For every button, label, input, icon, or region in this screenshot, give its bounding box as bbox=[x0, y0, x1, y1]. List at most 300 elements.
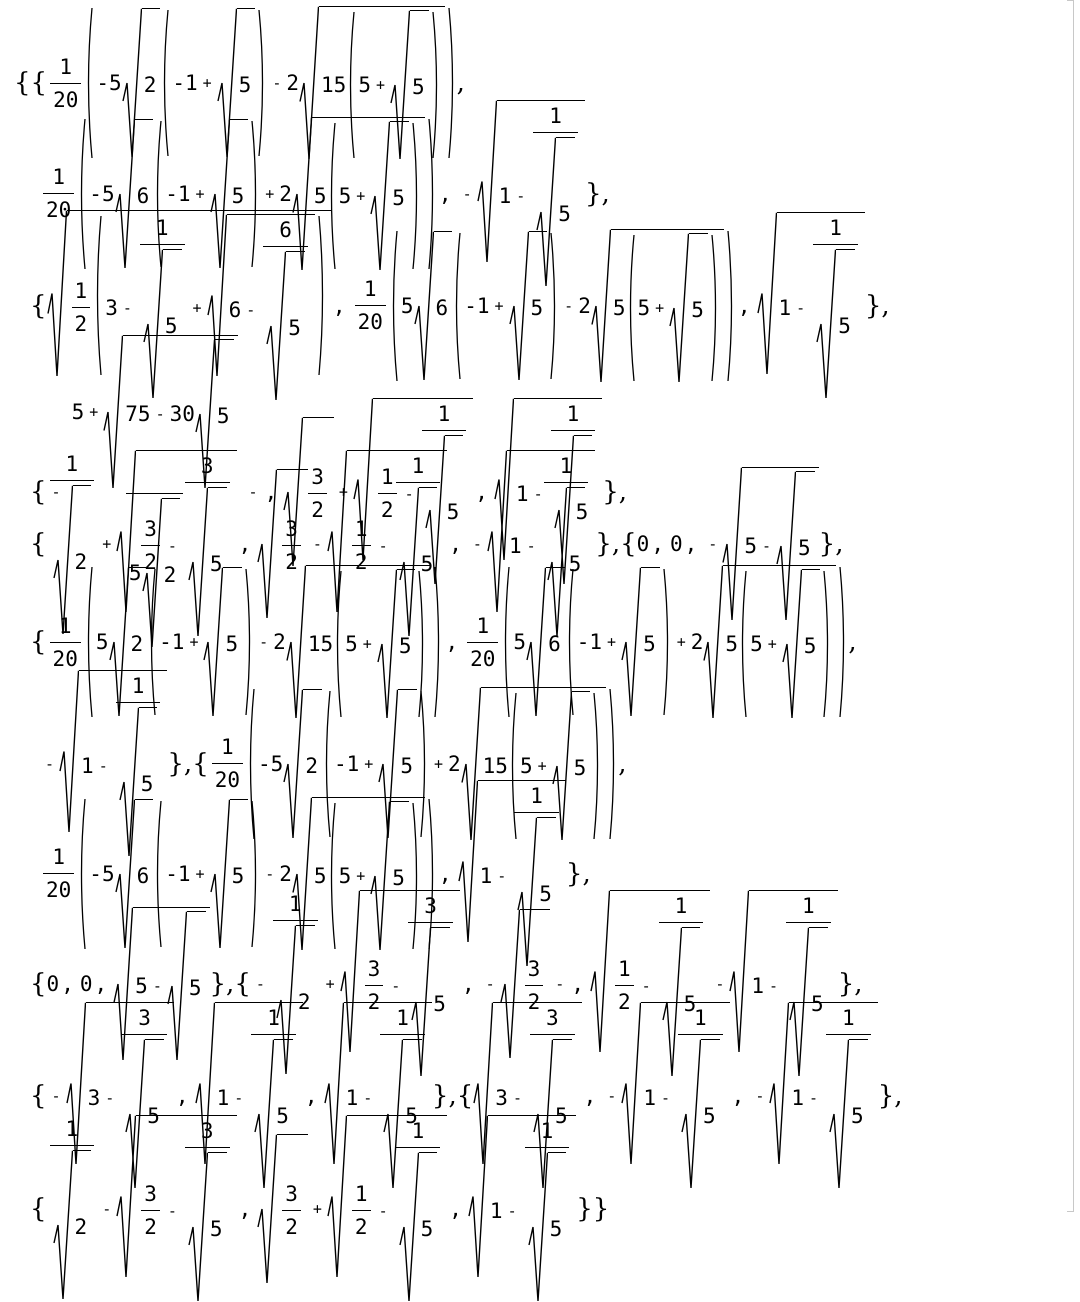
expression bbox=[613, 233, 720, 383]
operator: + bbox=[676, 633, 686, 651]
number: 3 bbox=[285, 1182, 298, 1206]
number: 3 bbox=[105, 295, 118, 320]
square-root bbox=[816, 249, 855, 399]
brace: , bbox=[456, 68, 465, 98]
number: 3 bbox=[200, 1119, 214, 1143]
number: 1 bbox=[778, 295, 792, 320]
radical-sign bbox=[116, 1115, 136, 1278]
output-line bbox=[30, 1115, 609, 1302]
denominator bbox=[813, 244, 858, 399]
fraction bbox=[525, 1119, 570, 1302]
number: 1 bbox=[81, 753, 94, 778]
comma: , bbox=[731, 1083, 745, 1108]
right-paren bbox=[727, 229, 736, 383]
number: 1 bbox=[617, 957, 631, 981]
number: 2 bbox=[617, 990, 631, 1014]
radicand bbox=[836, 249, 855, 399]
number: 1 bbox=[515, 481, 529, 506]
number: 5 bbox=[750, 632, 763, 656]
comma: , bbox=[438, 181, 452, 206]
number: 2 bbox=[354, 550, 368, 574]
square-root bbox=[757, 212, 865, 399]
number: 1 bbox=[559, 454, 573, 478]
number: 1 bbox=[288, 892, 302, 916]
number: 2 bbox=[279, 181, 292, 206]
radicand bbox=[347, 1115, 447, 1302]
number: 1 bbox=[479, 863, 493, 888]
number: 5 bbox=[558, 202, 571, 226]
operator: + bbox=[537, 756, 547, 775]
operator: - bbox=[472, 534, 482, 553]
operator: - bbox=[312, 534, 322, 553]
paren-stroke bbox=[664, 569, 668, 715]
radicand bbox=[277, 1134, 308, 1284]
numerator bbox=[352, 1182, 371, 1210]
fraction bbox=[50, 614, 81, 671]
number: 2 bbox=[354, 1215, 368, 1239]
comma: , bbox=[94, 971, 108, 996]
numerator bbox=[352, 517, 371, 545]
operator: + bbox=[356, 186, 366, 205]
number: 6 bbox=[136, 863, 150, 888]
number: 6 bbox=[548, 632, 561, 656]
comma: , bbox=[61, 971, 74, 996]
number: 5 bbox=[398, 634, 412, 658]
operator: + bbox=[655, 298, 665, 317]
radicand bbox=[641, 1002, 729, 1189]
number: 5 bbox=[345, 632, 358, 656]
operator: - bbox=[155, 405, 165, 423]
brace: }, bbox=[595, 528, 621, 559]
number: 5 bbox=[313, 183, 327, 208]
denominator bbox=[352, 1210, 371, 1239]
fraction bbox=[813, 216, 858, 399]
operator: - bbox=[761, 536, 771, 555]
numerator bbox=[141, 517, 160, 545]
square-root bbox=[782, 569, 821, 719]
number: 5 bbox=[811, 992, 824, 1016]
paren-stroke bbox=[594, 693, 598, 839]
radical-sign bbox=[816, 249, 836, 399]
operator: - bbox=[378, 536, 388, 555]
radical-stroke bbox=[670, 233, 689, 381]
radical-sign bbox=[681, 1039, 701, 1189]
radical-sign bbox=[188, 1152, 208, 1302]
radicand bbox=[777, 212, 865, 399]
radicand bbox=[723, 565, 836, 719]
radical-stroke bbox=[682, 1040, 701, 1188]
brace: { bbox=[192, 748, 209, 779]
expression bbox=[725, 569, 832, 719]
number: 3 bbox=[138, 1006, 151, 1030]
numerator bbox=[799, 894, 818, 922]
radicand bbox=[849, 1039, 868, 1189]
operator: - bbox=[497, 866, 507, 885]
number: 6 bbox=[435, 295, 449, 320]
number: -5 bbox=[258, 751, 284, 776]
radical-stroke bbox=[328, 1116, 347, 1277]
fraction bbox=[396, 1119, 441, 1302]
number: -1 bbox=[172, 71, 198, 95]
fraction bbox=[355, 277, 386, 334]
paren-stroke bbox=[824, 571, 828, 717]
fraction bbox=[467, 614, 498, 671]
number: 2 bbox=[74, 312, 88, 336]
operator: - bbox=[265, 864, 275, 883]
number: 5 bbox=[803, 634, 817, 658]
number: 2 bbox=[367, 990, 381, 1014]
number: 2 bbox=[527, 990, 541, 1014]
numerator bbox=[839, 1006, 858, 1034]
number: 20 bbox=[470, 646, 496, 671]
paren-stroke bbox=[630, 235, 634, 381]
fraction bbox=[185, 1119, 230, 1302]
comma: , bbox=[238, 531, 252, 556]
brace: }, bbox=[818, 528, 844, 559]
comma: , bbox=[175, 1083, 189, 1108]
operator: + bbox=[375, 76, 385, 94]
radical-stroke bbox=[400, 1153, 419, 1301]
denominator bbox=[72, 307, 91, 336]
operator: - bbox=[105, 1088, 115, 1107]
number: 1 bbox=[221, 735, 234, 759]
number: 0 bbox=[669, 531, 683, 556]
number: 30 bbox=[169, 402, 195, 426]
denominator bbox=[525, 1147, 570, 1302]
number: 20 bbox=[46, 878, 72, 902]
number: 1 bbox=[829, 216, 842, 240]
numerator bbox=[56, 55, 75, 83]
operator: + bbox=[312, 1199, 322, 1218]
radicand bbox=[641, 567, 660, 717]
number: 0 bbox=[636, 531, 650, 556]
numerator bbox=[564, 402, 583, 430]
square-root bbox=[621, 1002, 729, 1189]
number: 5 bbox=[216, 404, 230, 428]
comma: , bbox=[449, 1196, 462, 1221]
radicand bbox=[611, 229, 724, 383]
number: -1 bbox=[333, 751, 360, 776]
number: 20 bbox=[46, 198, 72, 222]
radical-stroke bbox=[783, 570, 802, 718]
radical-stroke bbox=[622, 1003, 641, 1164]
number: 1 bbox=[345, 1085, 359, 1110]
operator: - bbox=[122, 298, 132, 317]
number: 20 bbox=[357, 310, 383, 334]
fraction bbox=[826, 1006, 871, 1189]
number: 5 bbox=[231, 863, 245, 888]
brace: { bbox=[234, 968, 251, 999]
paren-stroke bbox=[840, 567, 844, 717]
numerator bbox=[525, 957, 544, 985]
left-paren bbox=[738, 569, 747, 719]
number: 1 bbox=[549, 104, 562, 128]
number: 1 bbox=[354, 517, 368, 541]
number: -1 bbox=[159, 630, 185, 654]
cell-bracket[interactable] bbox=[1063, 0, 1074, 1212]
operator: - bbox=[51, 482, 61, 501]
right-paren bbox=[839, 565, 848, 719]
brace: {{ bbox=[14, 68, 48, 98]
operator: + bbox=[195, 864, 205, 883]
operator: + bbox=[195, 184, 205, 203]
brace: }, bbox=[431, 1080, 457, 1111]
number: 5 bbox=[573, 755, 587, 780]
comma: , bbox=[304, 1083, 318, 1108]
paren-stroke bbox=[743, 571, 747, 717]
expression bbox=[643, 1006, 725, 1189]
right-paren bbox=[593, 691, 602, 841]
number: 15 bbox=[482, 753, 508, 778]
operator: - bbox=[152, 976, 162, 995]
number: 5 bbox=[392, 865, 405, 890]
number: 1 bbox=[380, 465, 394, 489]
denominator bbox=[355, 305, 386, 334]
operator: - bbox=[533, 484, 543, 503]
number: 5 bbox=[446, 500, 460, 524]
number: 3 bbox=[200, 454, 214, 478]
brace: { bbox=[30, 290, 47, 321]
number: 5 bbox=[519, 753, 533, 778]
radicand bbox=[548, 1152, 567, 1302]
brace: { bbox=[620, 528, 637, 559]
number: 3 bbox=[545, 1006, 559, 1030]
number: 1 bbox=[396, 1006, 409, 1030]
number: 5 bbox=[95, 630, 109, 654]
numerator bbox=[276, 218, 295, 246]
expression bbox=[349, 1119, 443, 1302]
radical-sign bbox=[327, 1115, 347, 1278]
number: 1 bbox=[476, 613, 490, 638]
number: -5 bbox=[89, 181, 115, 206]
operator: + bbox=[494, 296, 504, 315]
number: 6 bbox=[279, 218, 292, 242]
number: 1 bbox=[674, 894, 688, 918]
number: 2 bbox=[144, 550, 157, 574]
numerator bbox=[393, 1006, 412, 1034]
numerator bbox=[153, 216, 172, 244]
number: 15 bbox=[307, 632, 334, 656]
number: 5 bbox=[725, 632, 739, 656]
radicand bbox=[419, 1152, 438, 1302]
radical-stroke bbox=[54, 1151, 73, 1299]
number: 2 bbox=[578, 293, 591, 318]
denominator bbox=[50, 1145, 95, 1300]
operator: + bbox=[202, 74, 212, 92]
number: 1 bbox=[363, 277, 377, 301]
numerator bbox=[49, 845, 68, 873]
operator: - bbox=[363, 1088, 373, 1107]
brace: }, bbox=[602, 476, 628, 507]
number: 2 bbox=[297, 990, 311, 1014]
number: 5 bbox=[405, 1104, 418, 1128]
number: 1 bbox=[52, 165, 65, 189]
number: 3 bbox=[144, 517, 157, 541]
number: 5 bbox=[225, 632, 239, 656]
number: 5 bbox=[238, 73, 252, 97]
radicand bbox=[136, 1115, 236, 1302]
numerator bbox=[421, 894, 440, 922]
operator: + bbox=[192, 298, 202, 317]
number: 5 bbox=[288, 316, 301, 340]
number: 1 bbox=[216, 1085, 230, 1110]
operator: - bbox=[660, 1088, 670, 1107]
comma: , bbox=[445, 630, 459, 654]
radical-stroke bbox=[704, 566, 723, 718]
operator: - bbox=[391, 976, 401, 995]
brace: }, bbox=[565, 858, 591, 889]
square-root bbox=[669, 233, 708, 383]
numerator bbox=[361, 277, 380, 305]
radical-sign bbox=[53, 1150, 73, 1300]
brace: }} bbox=[576, 1193, 610, 1224]
number: 5 bbox=[358, 73, 371, 97]
numerator bbox=[672, 894, 691, 922]
radical-sign bbox=[257, 1134, 277, 1284]
number: 5 bbox=[744, 533, 757, 558]
comma: , bbox=[651, 531, 664, 556]
number: 2 bbox=[273, 630, 286, 654]
paren-stroke bbox=[728, 231, 732, 381]
denominator bbox=[50, 642, 81, 671]
number: 5 bbox=[798, 535, 811, 560]
number: 1 bbox=[437, 402, 451, 426]
number: 5 bbox=[135, 973, 148, 998]
numerator bbox=[546, 104, 565, 132]
number: 3 bbox=[527, 957, 541, 981]
number: 5 bbox=[392, 185, 405, 210]
paren-stroke bbox=[610, 689, 614, 839]
number: 2 bbox=[380, 498, 394, 522]
operator: + bbox=[338, 482, 348, 501]
number: 2 bbox=[285, 1215, 298, 1239]
numerator bbox=[282, 1182, 301, 1210]
operator: - bbox=[167, 1201, 177, 1220]
brace: { bbox=[30, 1080, 47, 1111]
radical-sign bbox=[703, 565, 723, 719]
number: 1 bbox=[131, 674, 145, 698]
denominator bbox=[826, 1034, 871, 1189]
operator: - bbox=[255, 974, 265, 993]
comma: , bbox=[238, 1196, 252, 1221]
number: 2 bbox=[163, 563, 177, 587]
number: 1 bbox=[643, 1085, 656, 1110]
number: 1 bbox=[411, 454, 425, 478]
number: 15 bbox=[321, 73, 347, 97]
number: 1 bbox=[508, 533, 522, 558]
number: 20 bbox=[214, 768, 241, 792]
number: 5 bbox=[71, 400, 85, 424]
radical-stroke bbox=[758, 213, 777, 374]
numerator bbox=[527, 784, 546, 812]
brace: , bbox=[618, 748, 627, 779]
numerator bbox=[49, 165, 68, 193]
operator: - bbox=[607, 1086, 617, 1105]
radicand bbox=[73, 1150, 92, 1300]
number: 3 bbox=[367, 957, 381, 981]
number: 3 bbox=[285, 517, 298, 541]
comma: , bbox=[571, 971, 584, 996]
comma: , bbox=[449, 531, 462, 556]
fraction bbox=[282, 1182, 301, 1239]
expression bbox=[490, 1119, 572, 1302]
fraction bbox=[50, 1117, 95, 1300]
radical-sign bbox=[829, 1039, 849, 1189]
operator: - bbox=[404, 484, 414, 503]
number: 1 bbox=[694, 1006, 707, 1030]
numerator bbox=[63, 452, 82, 480]
radical-sign bbox=[769, 1002, 789, 1165]
numerator bbox=[365, 957, 384, 985]
number: 5 bbox=[313, 863, 327, 888]
expression bbox=[791, 1006, 873, 1189]
denominator bbox=[678, 1034, 723, 1189]
operator: - bbox=[51, 1086, 61, 1105]
radical-stroke bbox=[258, 1134, 277, 1282]
number: -1 bbox=[165, 181, 191, 206]
operator: - bbox=[485, 974, 495, 993]
operator: - bbox=[507, 1201, 517, 1220]
numerator bbox=[615, 957, 634, 985]
number: 1 bbox=[842, 1006, 855, 1030]
number: 5 bbox=[691, 297, 704, 322]
number: 1 bbox=[411, 1119, 425, 1143]
denominator bbox=[396, 1147, 441, 1302]
number: 1 bbox=[74, 279, 88, 303]
operator: - bbox=[641, 976, 651, 995]
number: 1 bbox=[530, 784, 543, 808]
operator: - bbox=[167, 536, 177, 555]
square-root bbox=[829, 1039, 868, 1189]
comma: , bbox=[475, 479, 488, 504]
operator: - bbox=[248, 482, 258, 501]
number: 2 bbox=[448, 751, 461, 776]
operator: - bbox=[526, 536, 536, 555]
operator: + bbox=[433, 754, 443, 773]
number: 3 bbox=[424, 894, 437, 918]
brace: { bbox=[30, 528, 47, 559]
operator: - bbox=[246, 300, 256, 319]
comma: , bbox=[332, 293, 346, 318]
number: 1 bbox=[59, 54, 73, 79]
number: 20 bbox=[52, 646, 78, 671]
number: 5 bbox=[140, 772, 154, 796]
operator: - bbox=[715, 974, 725, 993]
radical-stroke bbox=[529, 1153, 548, 1301]
number: 5 bbox=[400, 293, 414, 318]
operator: + bbox=[364, 754, 374, 773]
brace: }, bbox=[167, 748, 193, 779]
number: -1 bbox=[165, 861, 191, 886]
square-root bbox=[703, 565, 836, 719]
number: 1 bbox=[155, 216, 169, 240]
number: 5 bbox=[188, 975, 202, 1000]
parenthesized bbox=[626, 233, 720, 383]
operator: + bbox=[356, 866, 366, 885]
number: 5 bbox=[164, 314, 178, 338]
radical-sign bbox=[669, 233, 689, 383]
operator: - bbox=[708, 534, 718, 553]
square-root bbox=[621, 567, 660, 717]
number: 2 bbox=[74, 550, 88, 574]
number: 5 bbox=[231, 183, 245, 208]
number: -1 bbox=[464, 293, 490, 318]
number: 5 bbox=[549, 1217, 563, 1241]
number: 5 bbox=[412, 75, 425, 99]
brace: }, bbox=[877, 1080, 903, 1111]
number: 2 bbox=[285, 550, 298, 574]
radicand bbox=[802, 569, 821, 719]
